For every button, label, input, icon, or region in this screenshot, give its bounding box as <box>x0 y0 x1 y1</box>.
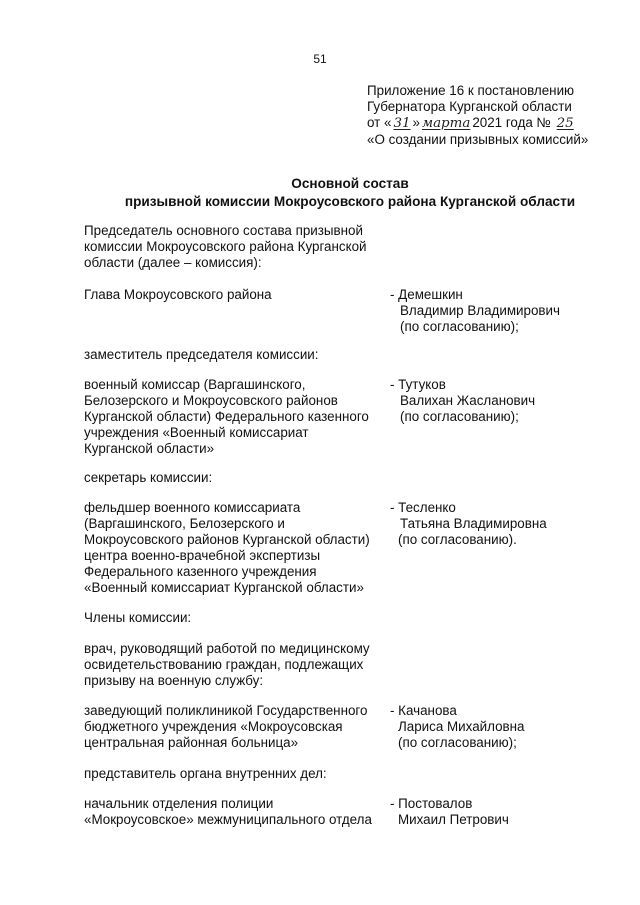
position-line: начальник отделения полиции <box>84 796 274 811</box>
position-line: фельдшер военного комиссариата <box>84 500 301 515</box>
appendix-line-1: Приложение 16 к постановлению <box>367 83 575 98</box>
doctor-heading <box>84 641 370 689</box>
police-heading: представитель органа внутренних дел: <box>84 766 327 781</box>
name-line: (по согласованию); <box>400 319 519 334</box>
members-heading: Члены комиссии: <box>84 610 192 625</box>
appendix-date-prefix: от « <box>367 115 392 130</box>
doctor-heading-line: врач, руководящий работой по медицинскому <box>84 641 370 656</box>
document-title <box>90 175 610 211</box>
position-line: Федерального казенного учреждения <box>84 564 317 579</box>
position-line: центра военно-врачебной экспертизы <box>84 548 321 563</box>
title-line-2: призывной комиссии Мокроусовского района Курганской области <box>124 194 576 209</box>
appendix-date-mid: » <box>412 115 420 130</box>
name-line: Татьяна Владимировна <box>400 516 547 531</box>
name-line: - Тесленко <box>390 500 456 515</box>
handwritten-number: 25 <box>556 116 574 131</box>
appendix-line-2: Губернатора Курганской области <box>367 99 572 114</box>
name-line: - Тутуков <box>390 377 446 392</box>
name-line: Валихан Жасланович <box>400 393 536 408</box>
position-line: «Мокроусовское» межмуниципального отдела <box>84 812 372 827</box>
name-line: Михаил Петрович <box>398 812 509 827</box>
name-line: - Постовалов <box>390 796 473 811</box>
position-line: заведующий поликлиникой Государственного <box>84 703 368 718</box>
member-position <box>84 500 370 596</box>
member-name <box>390 703 525 751</box>
doctor-heading-line: освидетельствованию граждан, подлежащих <box>84 657 364 672</box>
position-line: военный комиссар (Варгашинского, <box>84 377 306 392</box>
name-line: - Демешкин <box>390 287 463 302</box>
appendix-line-4: «О создании призывных комиссий» <box>367 132 589 147</box>
member-position <box>84 377 369 457</box>
member-position <box>84 287 272 303</box>
member-name <box>390 287 560 335</box>
position-line: учреждения «Военный комиссариат <box>84 425 309 440</box>
chairman-heading <box>84 223 367 271</box>
member-name <box>390 377 535 425</box>
position-line: бюджетного учреждения «Мокроусовская <box>84 719 343 734</box>
appendix-note <box>367 83 588 148</box>
position-line: Мокроусовского районов Курганской области) <box>84 532 370 547</box>
doctor-heading-line: призыву на военную службу: <box>84 673 264 688</box>
position-line: (Варгашинского, Белозерского и <box>84 516 285 531</box>
position-line: «Военный комиссариат Курганской области» <box>84 580 364 595</box>
chairman-heading-line: области (далее – комиссия): <box>84 255 262 270</box>
name-line: Владимир Владимирович <box>400 303 560 318</box>
secretary-heading: секретарь комиссии: <box>84 470 213 485</box>
position-line: Глава Мокроусовского района <box>84 287 272 302</box>
name-line: (по согласованию); <box>398 735 517 750</box>
member-position <box>84 796 372 828</box>
member-name <box>390 500 547 548</box>
member-name <box>390 796 509 828</box>
deputy-heading: заместитель председателя комиссии: <box>84 347 319 362</box>
position-line: Белозерского и Мокроусовского районов <box>84 393 338 408</box>
member-position <box>84 703 367 751</box>
name-line: Лариса Михайловна <box>398 719 525 734</box>
name-line: - Качанова <box>390 703 457 718</box>
name-line: (по согласованию); <box>400 409 519 424</box>
chairman-heading-line: комиссии Мокроусовского района Курганской <box>84 239 367 254</box>
appendix-line-3 <box>367 115 588 132</box>
name-line: (по согласованию). <box>398 532 517 547</box>
title-line-1: Основной состав <box>291 176 409 191</box>
position-line: Курганской области) Федерального казенного <box>84 409 369 424</box>
position-line: Курганской области» <box>84 441 215 456</box>
chairman-heading-line: Председатель основного состава призывной <box>84 223 363 238</box>
page-number: 51 <box>313 52 327 66</box>
handwritten-month: марта <box>421 116 471 131</box>
position-line: центральная районная больница» <box>84 735 299 750</box>
appendix-year: 2021 года № <box>472 115 551 130</box>
handwritten-day: 31 <box>393 116 411 131</box>
